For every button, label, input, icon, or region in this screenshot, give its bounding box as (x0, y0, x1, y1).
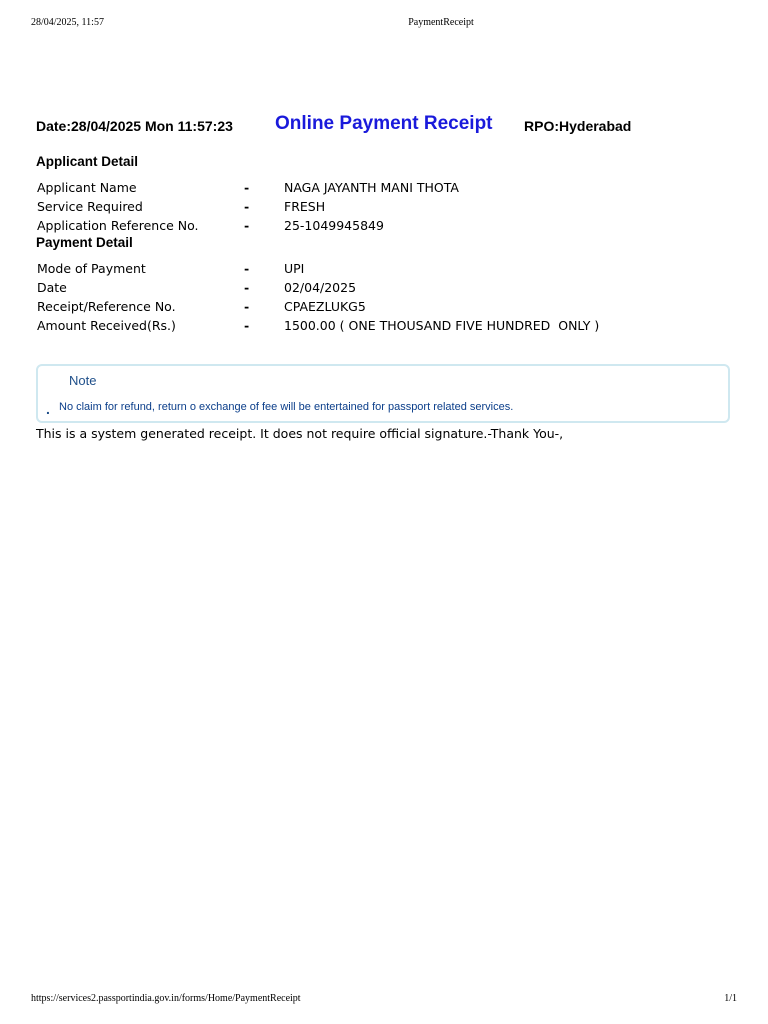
table-row (37, 259, 717, 278)
rpo-label: RPO:Hyderabad (524, 118, 632, 134)
payment-date-value: 02/04/2025 (284, 280, 357, 295)
separator: - (244, 261, 250, 276)
separator: - (244, 280, 250, 295)
amount-received-label: Amount Received(Rs.) (37, 318, 176, 333)
payment-detail-heading: Payment Detail (36, 235, 133, 250)
table-row (37, 297, 717, 316)
payment-date-label: Date (37, 280, 67, 295)
amount-received-value: 1500.00 ( ONE THOUSAND FIVE HUNDRED ONLY ) (284, 318, 600, 333)
separator: - (244, 318, 250, 333)
table-row (37, 178, 717, 197)
separator: - (244, 218, 250, 233)
receipt-title: Online Payment Receipt (275, 113, 493, 134)
receipt-reference-value: CPAEZLUKG5 (284, 299, 366, 314)
application-reference-value: 25-1049945849 (284, 218, 384, 233)
note-bullet: . (46, 401, 50, 417)
receipt-date: Date:28/04/2025 Mon 11:57:23 (36, 118, 233, 134)
applicant-name-label: Applicant Name (37, 180, 137, 195)
separator: - (244, 180, 250, 195)
receipt-title-row (36, 113, 736, 139)
table-row (37, 316, 717, 335)
service-required-label: Service Required (37, 199, 143, 214)
applicant-name-value: NAGA JAYANTH MANI THOTA (284, 180, 459, 195)
applicant-detail-heading: Applicant Detail (36, 154, 139, 169)
print-page-number: 1/1 (724, 993, 737, 1004)
print-datetime: 28/04/2025, 11:57 (31, 17, 104, 28)
print-footer (0, 993, 768, 1007)
service-required-value: FRESH (284, 199, 326, 214)
table-row (37, 216, 717, 235)
mode-of-payment-label: Mode of Payment (37, 261, 146, 276)
receipt-reference-label: Receipt/Reference No. (37, 299, 176, 314)
note-title: Note (69, 373, 97, 388)
print-page-title: PaymentReceipt (408, 17, 474, 28)
table-row (37, 197, 717, 216)
print-header (0, 17, 768, 31)
print-url: https://services2.passportindia.gov.in/forms/Home/PaymentReceipt (31, 993, 301, 1004)
note-panel (36, 364, 730, 423)
note-text: No claim for refund, return o exchange of fee will be entertained for passport related services. (59, 401, 514, 413)
mode-of-payment-value: UPI (284, 261, 305, 276)
system-generated-note: This is a system generated receipt. It does not require official signature.-Thank You-, (36, 426, 564, 441)
application-reference-label: Application Reference No. (37, 218, 199, 233)
applicant-detail-table (37, 178, 717, 235)
payment-detail-table (37, 259, 717, 335)
table-row (37, 278, 717, 297)
separator: - (244, 299, 250, 314)
separator: - (244, 199, 250, 214)
